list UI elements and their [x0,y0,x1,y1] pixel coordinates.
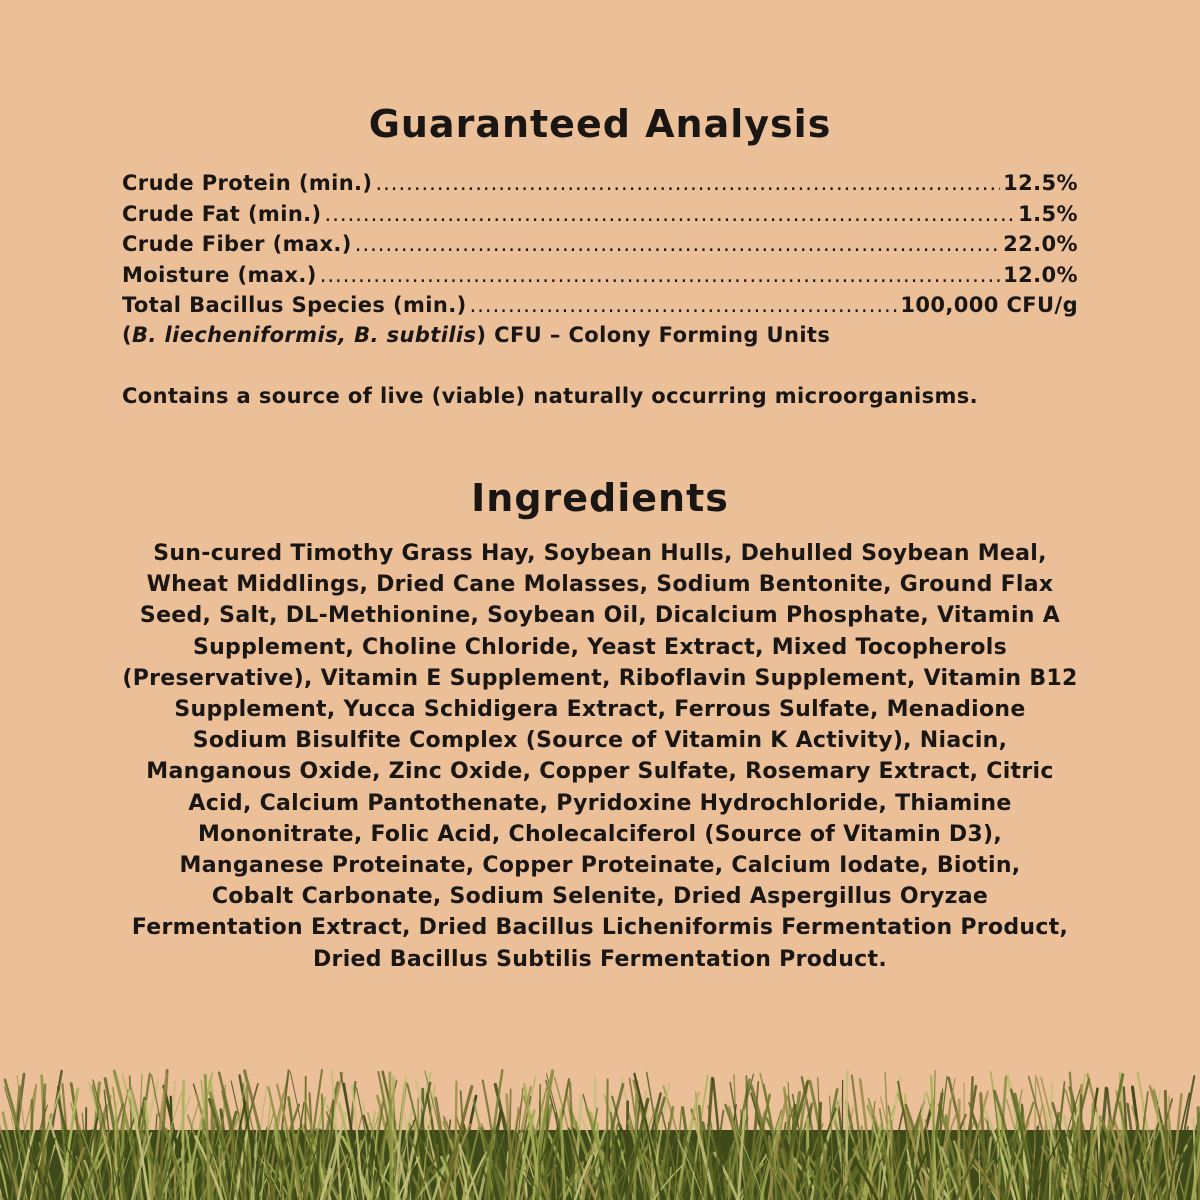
analysis-value: 12.0% [1003,262,1078,287]
dot-leader [325,202,1016,226]
ingredients-line: Mononitrate, Folic Acid, Cholecalciferol (Source of Vitamin D3), [197,821,1003,847]
analysis-row [122,263,1078,294]
cfu-note-species: B. liecheniformis, B. subtilis [132,323,477,347]
analysis-value: 12.5% [1003,171,1078,195]
cfu-note [122,323,830,347]
grass-blades [0,1070,1200,1200]
analysis-value: 1.5% [1018,201,1078,226]
analysis-label: Total Bacillus Species (min.) [122,293,467,317]
analysis-row [122,232,1078,263]
ingredients-title: Ingredients [471,476,729,520]
dot-leader [355,232,1000,256]
ingredients-line: Sun-cured Timothy Grass Hay, Soybean Hulls, Dehulled Soybean Meal, [153,541,1047,566]
analysis-label: Crude Protein (min.) [122,171,373,195]
analysis-label: Crude Fiber (max.) [122,232,352,256]
dot-leader [320,263,1000,287]
analysis-label: Crude Fat (min.) [122,201,322,226]
ingredients-line: Acid, Calcium Pantothenate, Pyridoxine Hydrochloride, Thiamine [188,790,1012,816]
microorganisms-statement: Contains a source of live (viable) naturally occurring microorganisms. [122,384,979,408]
analysis-row [122,293,1078,324]
analysis-value: 100,000 CFU/g [900,293,1078,317]
ingredients-line: Supplement, Choline Chloride, Yeast Extract, Mixed Tocopherols [192,634,1008,660]
cfu-note-open-paren: ( [122,323,132,347]
analysis-row [122,202,1078,233]
ingredients-line: Cobalt Carbonate, Sodium Selenite, Dried Aspergillus Oryzae [211,884,989,910]
ingredients-line: Dried Bacillus Subtilis Fermentation Product. [312,946,887,972]
ingredients-line: Fermentation Extract, Dried Bacillus Licheniformis Fermentation Product, [131,915,1069,941]
ingredients-line: Supplement, Yucca Schidigera Extract, Ferrous Sulfate, Menadione [174,697,1026,723]
analysis-row [122,171,1078,202]
dot-leader [470,293,898,317]
hay-grass-image [0,1060,1200,1200]
ingredients-text [100,538,1100,975]
cfu-note-text: ) CFU – Colony Forming Units [476,323,831,347]
dot-leader [375,171,1000,195]
analysis-value: 22.0% [1003,232,1078,256]
ingredients-line: (Preservative), Vitamin E Supplement, Riboflavin Supplement, Vitamin B12 [122,665,1078,691]
ingredients-line: Manganese Proteinate, Copper Proteinate, Calcium Iodate, Biotin, [179,853,1021,879]
guaranteed-analysis-title: Guaranteed Analysis [368,102,832,146]
analysis-label: Moisture (max.) [122,262,317,287]
ingredients-line: Manganous Oxide, Zinc Oxide, Copper Sulfate, Rosemary Extract, Citric [146,759,1054,785]
ingredients-line: Wheat Middlings, Dried Cane Molasses, Sodium Bentonite, Ground Flax [146,572,1054,598]
guaranteed-analysis-list [122,171,1078,324]
ingredients-line: Seed, Salt, DL-Methionine, Soybean Oil, Dicalcium Phosphate, Vitamin A [139,603,1061,629]
ingredients-line: Sodium Bisulfite Complex (Source of Vitamin K Activity), Niacin, [192,728,1008,754]
